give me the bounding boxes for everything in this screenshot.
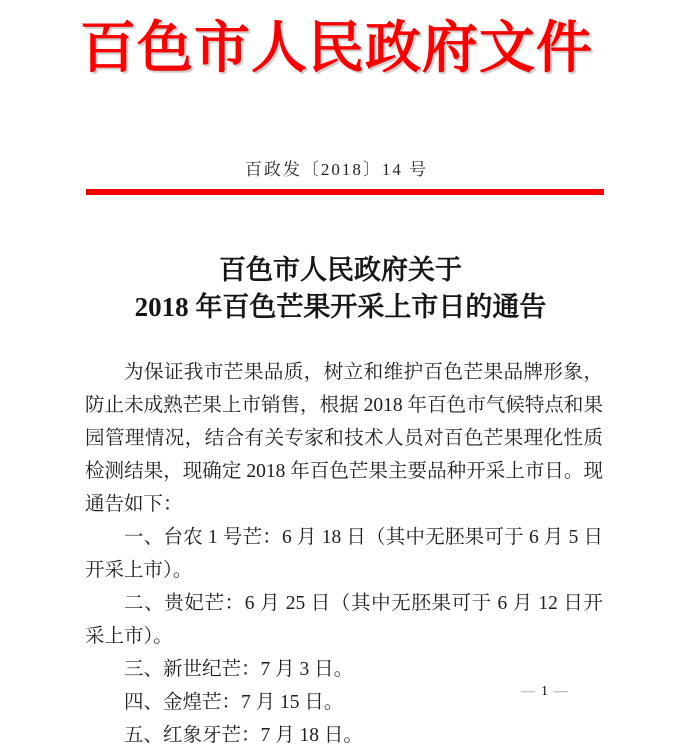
- document-reference-number: 百政发〔2018〕14 号: [244, 160, 429, 179]
- list-item-2: 二、贵妃芒：6 月 25 日（其中无胚果可于 6 月 12 日开采上市）。: [85, 593, 603, 647]
- notice-title-line1: 百色市人民政府关于: [219, 255, 462, 285]
- notice-title: [82, 252, 599, 326]
- list-item-5: 五、红象牙芒：7 月 18 日。: [124, 725, 363, 746]
- list-item-3: 三、新世纪芒：7 月 3 日。: [124, 659, 354, 680]
- page-number: 1: [541, 684, 549, 699]
- page-number-right-dash: —: [554, 684, 569, 699]
- list-item-1: 一、台农 1 号芒：6 月 18 日（其中无胚果可于 6 月 5 日开采上市）。: [85, 527, 603, 581]
- page-footer: [516, 684, 574, 700]
- page-number-left-dash: —: [521, 684, 536, 699]
- list-item-4: 四、金煌芒：7 月 15 日。: [124, 692, 344, 713]
- notice-title-line2: 2018 年百色芒果开采上市日的通告: [134, 292, 547, 322]
- red-divider-line: [86, 189, 604, 195]
- document-header-title: 百色市人民政府文件: [80, 18, 593, 80]
- intro-paragraph: 为保证我市芒果品质，树立和维护百色芒果品牌形象，防止未成熟芒果上市销售，根据 2018 年百色市气候特点和果园管理情况，结合有关专家和技术人员对百色芒果理化性质检测结果，现确定 2018 年百色芒果主要品种开采上市日。现通告如下：: [85, 362, 603, 515]
